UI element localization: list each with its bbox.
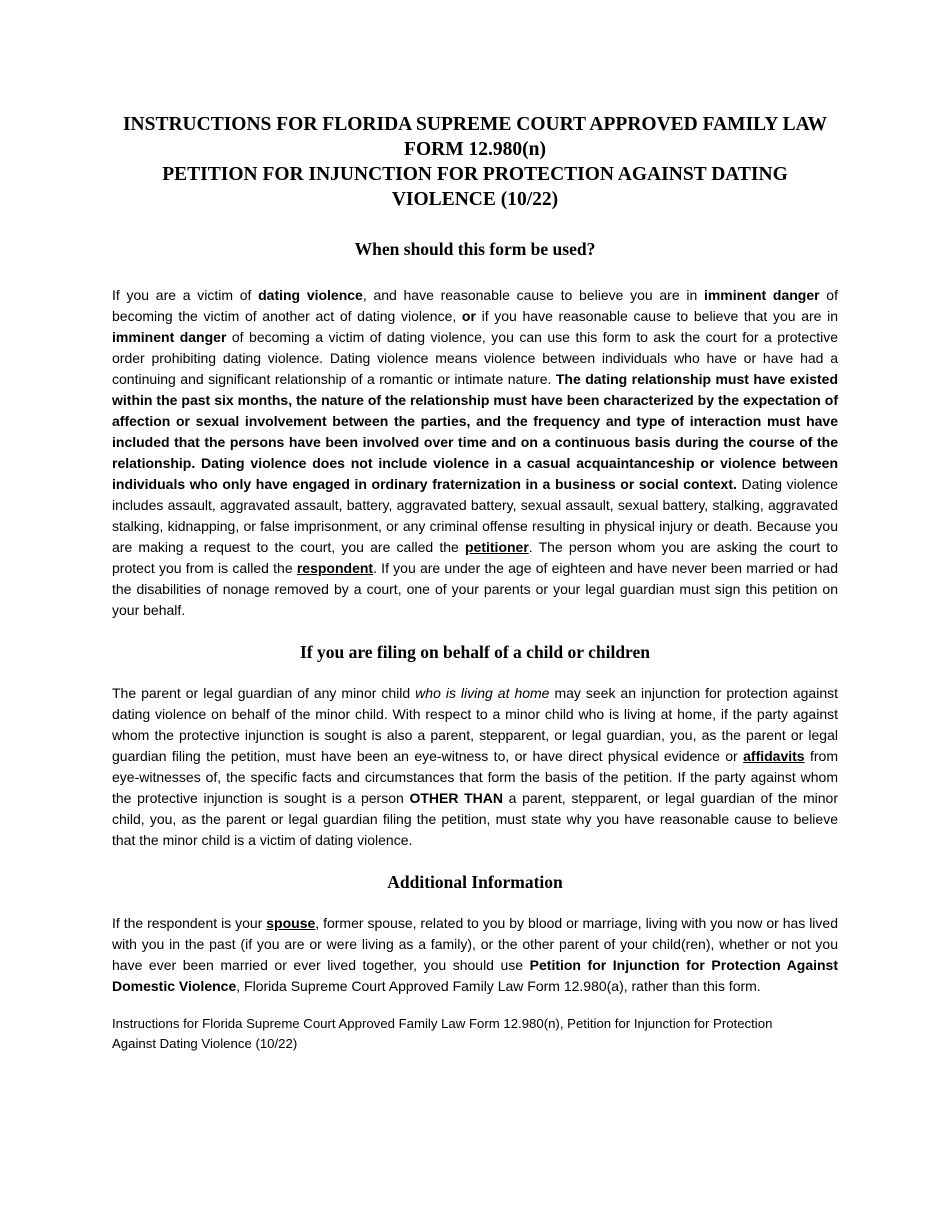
term-or: or <box>461 308 476 324</box>
footer-line-1: Instructions for Florida Supreme Court Approved Family Law Form 12.980(n), Petition for Injunction for Protection <box>112 1016 773 1031</box>
text-run: may seek an injunction for protection against dating violence on behalf of the minor child. With respect to a minor child who is living at home, if the party against whom the protective injunction is sought is also a parent, stepparent, or legal guardian, you, as the parent or legal guardian filing the petition, must have been an eye-witness to, or have direct physical evidence or <box>112 685 839 764</box>
text-run: Dating violence includes assault, aggravated assault, battery, aggravated battery, sexual assault, sexual battery, stalking, aggravated stalking, kidnapping, or false imprisonment, or any criminal offense resulting in physical injury or death. Because you are making a request to the court, you are called the <box>112 476 838 555</box>
text-run: , former spouse, related to you by blood or marriage, living with you now or has lived with you in the past (if you are or were living as a family), or the other parent of your child(ren), whether or not you have ever been married or ever lived together, you should use <box>112 915 838 973</box>
footer-line-2: Against Dating Violence (10/22) <box>112 1036 298 1051</box>
section-heading-additional-info: Additional Information <box>387 872 563 892</box>
text-run: , Florida Supreme Court Approved Family Law Form 12.980(a), rather than this form. <box>236 978 761 994</box>
paragraph-additional-info <box>112 913 838 997</box>
term-imminent-danger: imminent danger <box>112 329 227 345</box>
text-run: . The person whom you are asking the court to protect you from is called the <box>112 539 838 576</box>
title-line-4: VIOLENCE (10/22) <box>391 189 559 210</box>
glossary-link-petitioner[interactable]: petitioner <box>465 539 529 555</box>
paragraph-when-used <box>112 285 838 621</box>
text-run: from eye-witnesses of, the specific facts and circumstances that form the basis of the petition. If the party against whom the protective injunction is sought is a person <box>112 748 838 806</box>
title-line-3: PETITION FOR INJUNCTION FOR PROTECTION AGAINST DATING <box>162 164 788 185</box>
section-heading-child: If you are filing on behalf of a child or children <box>299 642 651 662</box>
title-line-2: FORM 12.980(n) <box>404 139 546 160</box>
glossary-link-respondent[interactable]: respondent <box>296 560 374 576</box>
italic-living-at-home: who is living at home <box>415 685 550 701</box>
document-title <box>112 112 838 212</box>
term-imminent-danger: imminent danger <box>703 287 820 303</box>
section-heading-when-used: When should this form be used? <box>354 239 596 259</box>
bold-relationship-requirements: The dating relationship must have existed within the past six months, the nature of the relationship must have been characterized by the expectation of affection or sexual involvement between the parties, and the frequency and type of interaction must have included that the persons have been involved over time and on a continuous basis during the course of the relationship. Dating violence does not include violence in a casual acquaintanceship or violence between individuals who only have engaged in ordinary fraternization in a business or social context. <box>112 371 838 492</box>
text-run: of becoming the victim of another act of dating violence, <box>112 287 838 324</box>
title-line-1: INSTRUCTIONS FOR FLORIDA SUPREME COURT APPROVED FAMILY LAW <box>122 114 828 135</box>
text-run: The parent or legal guardian of any minor child <box>112 685 416 701</box>
page-footer <box>112 1014 838 1054</box>
text-run: , and have reasonable cause to believe you are in <box>362 287 704 303</box>
glossary-link-affidavits[interactable]: affidavits <box>743 748 805 764</box>
text-run: If you are a victim of <box>112 287 259 303</box>
form-name-domestic-violence: Petition for Injunction for Protection Against Domestic Violence <box>112 957 839 994</box>
term-dating-violence: dating violence <box>258 287 363 303</box>
paragraph-child <box>112 683 838 851</box>
text-run: of becoming a victim of dating violence, you can use this form to ask the court for a protective order prohibiting dating violence. Dating violence means violence between individuals who have or have had a continuing and significant relationship of a romantic or intimate nature. <box>112 329 838 387</box>
text-run: If the respondent is your <box>112 915 267 931</box>
text-run: . If you are under the age of eighteen and have never been married or had the disabilities of nonage removed by a court, one of your parents or your legal guardian must sign this petition on your behalf. <box>112 560 838 618</box>
term-other-than: OTHER THAN <box>409 790 503 806</box>
text-run: if you have reasonable cause to believe that you are in <box>475 308 838 324</box>
document-page <box>112 112 838 1054</box>
text-run: a parent, stepparent, or legal guardian of the minor child, you, as the parent or legal guardian filing the petition, must state why you have reasonable cause to believe that the minor child is a victim of dating violence. <box>112 790 838 848</box>
glossary-link-spouse[interactable]: spouse <box>266 915 316 931</box>
